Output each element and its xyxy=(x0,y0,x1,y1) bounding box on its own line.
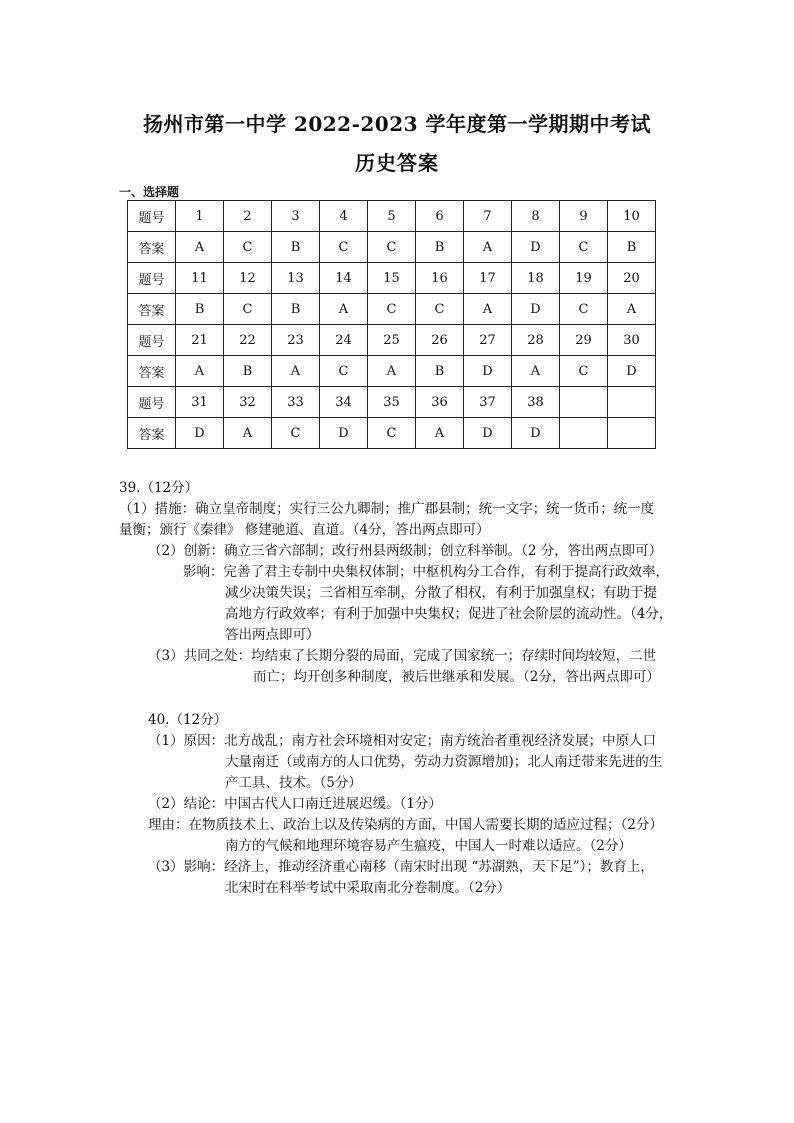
answer-row xyxy=(128,294,656,325)
question-number-cell: 24 xyxy=(320,325,368,356)
answer-cell: C xyxy=(560,294,608,325)
row-label-answer: 答案 xyxy=(128,356,176,387)
answer-cell: C xyxy=(224,294,272,325)
q39-heading: 39.（12分） xyxy=(119,480,199,496)
answer-cell: C xyxy=(272,418,320,449)
q40-part1-line2: 大量南迁（或南方的人口优势，劳动力资源增加)；北人南迁带来先进的生 xyxy=(225,754,663,770)
row-label-answer: 答案 xyxy=(128,418,176,449)
question-number-cell: 23 xyxy=(272,325,320,356)
answer-row xyxy=(128,356,656,387)
q39-part3-line1: （3）共同之处：均结束了长期分裂的局面，完成了国家统一；存续时间均较短，二世 xyxy=(148,648,657,664)
question-number-cell: 6 xyxy=(416,201,464,232)
q39-part2-line2: 影响：完善了君主专制中央集权体制；中枢机构分工合作，有利于提高行政效率， xyxy=(183,564,669,580)
question-number-cell: 12 xyxy=(224,263,272,294)
row-label-question: 题号 xyxy=(128,387,176,418)
q39-part1-line1: （1）措施：确立皇帝制度；实行三公九卿制；推广郡县制；统一文字；统一货币；统一度 xyxy=(119,501,655,517)
answer-cell xyxy=(560,418,608,449)
question-number-cell: 27 xyxy=(464,325,512,356)
answer-cell: C xyxy=(224,232,272,263)
q40-part2-line1: （2）结论：中国古代人口南迁进展迟缓。（1分） xyxy=(148,796,442,812)
question-number-cell: 19 xyxy=(560,263,608,294)
question-number-cell: 22 xyxy=(224,325,272,356)
answer-cell: D xyxy=(608,356,656,387)
answer-cell: C xyxy=(368,418,416,449)
answer-cell: B xyxy=(272,232,320,263)
question-number-cell: 30 xyxy=(608,325,656,356)
answer-cell: B xyxy=(608,232,656,263)
q39-part2-line4: 高地方行政效率；有利于加强中央集权；促进了社会阶层的流动性。（4分， xyxy=(225,606,673,622)
q40-part3-line1: （3）影响：经济上，推动经济重心南移（南宋时出现 “苏湖熟，天下足”）；教育上， xyxy=(148,859,654,875)
question-number-cell: 36 xyxy=(416,387,464,418)
question-number-cell: 4 xyxy=(320,201,368,232)
q39-part2-line3: 减少决策失误；三省相互牵制，分散了相权，有利于加强皇权；有助于提 xyxy=(225,585,657,601)
answer-table xyxy=(127,200,656,449)
q39-part1-line2: 量衡；颁行《秦律》 修建驰道、直道。（4分，答出两点即可） xyxy=(119,522,490,538)
answer-cell: A xyxy=(464,294,512,325)
answer-row xyxy=(128,232,656,263)
question-number-cell: 35 xyxy=(368,387,416,418)
answer-cell: C xyxy=(368,232,416,263)
answer-cell: B xyxy=(416,356,464,387)
question-number-cell: 16 xyxy=(416,263,464,294)
answer-cell: B xyxy=(224,356,272,387)
q40-part2-line2: 理由：在物质技术上、政治上以及传染病的方面，中国人需要长期的适应过程；（2分） xyxy=(148,817,663,833)
answer-cell: A xyxy=(416,418,464,449)
page-subtitle: 历史答案 xyxy=(355,151,439,175)
answer-cell: D xyxy=(464,418,512,449)
answer-cell: A xyxy=(512,356,560,387)
question-number-cell: 28 xyxy=(512,325,560,356)
question-number-cell: 18 xyxy=(512,263,560,294)
question-number-cell: 1 xyxy=(176,201,224,232)
question-number-row xyxy=(128,325,656,356)
question-number-cell: 14 xyxy=(320,263,368,294)
q40-heading: 40.（12分） xyxy=(148,712,228,728)
answer-cell: D xyxy=(464,356,512,387)
row-label-question: 题号 xyxy=(128,263,176,294)
row-label-question: 题号 xyxy=(128,325,176,356)
answer-cell: B xyxy=(416,232,464,263)
question-number-cell: 5 xyxy=(368,201,416,232)
answer-cell: B xyxy=(272,294,320,325)
question-number-cell: 32 xyxy=(224,387,272,418)
question-number-row xyxy=(128,263,656,294)
question-number-cell: 21 xyxy=(176,325,224,356)
answer-cell: A xyxy=(464,232,512,263)
answer-cell: D xyxy=(512,294,560,325)
answer-cell: D xyxy=(176,418,224,449)
question-number-cell: 25 xyxy=(368,325,416,356)
question-number-cell: 2 xyxy=(224,201,272,232)
question-number-cell: 3 xyxy=(272,201,320,232)
question-number-cell: 20 xyxy=(608,263,656,294)
q40-part1-line1: （1）原因：北方战乱；南方社会环境相对安定；南方统治者重视经济发展；中原人口 xyxy=(148,733,657,749)
question-number-cell: 31 xyxy=(176,387,224,418)
question-number-cell: 15 xyxy=(368,263,416,294)
answer-cell: D xyxy=(512,232,560,263)
answer-cell: D xyxy=(512,418,560,449)
answer-cell: D xyxy=(320,418,368,449)
section-heading: 一、选择题 xyxy=(119,185,180,199)
question-number-cell: 33 xyxy=(272,387,320,418)
answer-cell: A xyxy=(176,232,224,263)
row-label-question: 题号 xyxy=(128,201,176,232)
answer-cell xyxy=(608,418,656,449)
answer-cell: B xyxy=(176,294,224,325)
answer-cell: C xyxy=(320,356,368,387)
answer-cell: A xyxy=(176,356,224,387)
answer-cell: A xyxy=(368,356,416,387)
question-number-cell: 10 xyxy=(608,201,656,232)
question-number-cell: 37 xyxy=(464,387,512,418)
q40-part1-line3: 产工具、技术。（5分） xyxy=(225,775,362,791)
page-title: 扬州市第一中学 2022-2023 学年度第一学期期中考试 xyxy=(142,112,652,136)
question-number-cell: 26 xyxy=(416,325,464,356)
question-number-cell xyxy=(608,387,656,418)
question-number-cell: 11 xyxy=(176,263,224,294)
answer-row xyxy=(128,418,656,449)
q39-part2-line5: 答出两点即可） xyxy=(225,627,320,643)
question-number-cell: 29 xyxy=(560,325,608,356)
answer-cell: C xyxy=(368,294,416,325)
question-number-cell: 9 xyxy=(560,201,608,232)
question-number-cell: 8 xyxy=(512,201,560,232)
row-label-answer: 答案 xyxy=(128,294,176,325)
question-number-cell: 34 xyxy=(320,387,368,418)
q39-part2-line1: （2）创新：确立三省六部制；改行州县两级制；创立科举制。（2 分，答出两点即可） xyxy=(148,543,663,559)
question-number-row xyxy=(128,201,656,232)
answer-cell: A xyxy=(608,294,656,325)
answer-cell: A xyxy=(272,356,320,387)
answer-cell: C xyxy=(560,232,608,263)
answer-cell: C xyxy=(416,294,464,325)
q39-part3-line2: 而亡；均开创多种制度，被后世继承和发展。（2分，答出两点即可） xyxy=(253,669,660,685)
question-number-cell: 13 xyxy=(272,263,320,294)
answer-cell: C xyxy=(320,232,368,263)
q40-part3-line2: 北宋时在科举考试中采取南北分卷制度。（2分） xyxy=(225,880,511,896)
question-number-cell: 17 xyxy=(464,263,512,294)
question-number-cell: 38 xyxy=(512,387,560,418)
question-number-cell xyxy=(560,387,608,418)
question-number-row xyxy=(128,387,656,418)
q40-part2-line3: 南方的气候和地理环境容易产生瘟疫，中国人一时难以适应。（2分） xyxy=(225,838,632,854)
row-label-answer: 答案 xyxy=(128,232,176,263)
answer-cell: C xyxy=(560,356,608,387)
answer-cell: A xyxy=(224,418,272,449)
question-number-cell: 7 xyxy=(464,201,512,232)
answer-cell: A xyxy=(320,294,368,325)
